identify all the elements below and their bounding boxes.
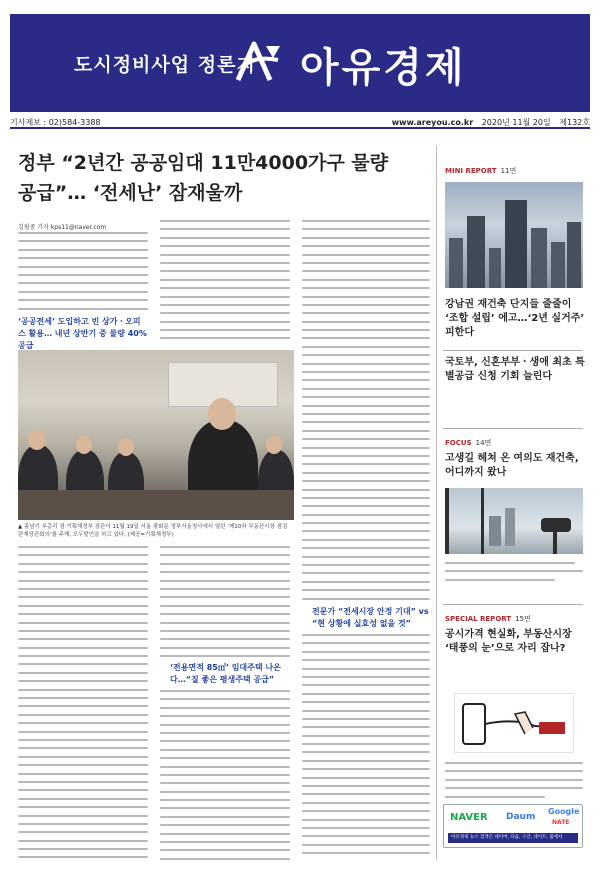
portal-search-box[interactable]	[443, 804, 583, 848]
focus-label: FOCUS 14면	[445, 439, 492, 447]
article-column-2-top	[160, 220, 290, 346]
article-column-2-bottom	[160, 690, 290, 860]
website-link[interactable]: www.areyou.co.kr	[391, 118, 474, 127]
daum-logo[interactable]: Daum	[506, 812, 536, 822]
google-logo[interactable]: Google	[548, 807, 580, 816]
special-report-label: SPECIAL REPORT 15면	[445, 615, 531, 623]
nate-logo[interactable]: NATE	[552, 819, 570, 826]
mini-report-headline-1[interactable]: 강남권 재건축 단지들 줄줄이 ‘조합 설립’ 에고…‘2년 실거주’ 피한다	[445, 299, 585, 338]
article-column-1-bottom	[18, 546, 148, 860]
subheading-3: 전문가 “전세시장 안정 기대” vs “현 상황에 실효성 없을 것”	[312, 607, 429, 628]
article-column-1-top	[18, 232, 148, 314]
issue-number: 제132호	[559, 118, 590, 127]
article-column-3-top	[302, 220, 430, 600]
gangnam-skyline-photo	[445, 182, 583, 288]
phone-hand-illustration	[454, 693, 574, 753]
focus-caption	[445, 562, 583, 587]
headline-line-2: 공급”… ‘전세난’ 잠재울까	[18, 182, 243, 204]
subheading-1: ‘공공전세’ 도입하고 빈 상가ㆍ오피스 활용… 내년 상반기 중 물량 40% 공급	[18, 317, 147, 350]
naver-logo[interactable]: NAVER	[450, 812, 488, 823]
column-divider	[436, 145, 437, 860]
subheading-2: ‘전용면적 85㎡’ 임대주택 나온다…“질 좋은 평생주택 공급”	[170, 663, 281, 684]
byline: 김필중 기자 kps11@naver.com	[18, 224, 107, 231]
tip-phone: 기사제보 : 02)584-3388	[10, 118, 101, 127]
briefing-photo	[18, 350, 294, 520]
masthead-title: 아유경제	[300, 45, 467, 91]
yeouido-photo	[445, 488, 583, 554]
headline-line-1: 정부 “2년간 공공임대 11만4000가구 물량	[18, 152, 389, 174]
sidebar-divider-1	[443, 350, 583, 351]
issue-date: 2020년 11월 20일	[481, 118, 551, 127]
portal-search-note: 아유경제 뉴스 검색은 네이버, 다음, 구글, 네이트, 줌에서	[448, 833, 578, 843]
article-column-3-bottom	[302, 634, 430, 860]
info-bar	[10, 113, 590, 129]
sidebar-divider-2	[443, 428, 583, 429]
special-report-caption	[445, 762, 583, 804]
article-column-2-mid	[160, 546, 290, 658]
sidebar-divider-3	[443, 604, 583, 605]
mini-report-label: MINI REPORT 11면	[445, 167, 517, 175]
masthead-tagline: 도시정비사업 정론지	[74, 54, 256, 76]
special-report-headline[interactable]: 공시가격 현실화, 부동산시장 ‘태풍의 눈’으로 자리 잡나?	[445, 629, 572, 654]
mini-report-headline-2[interactable]: 국토부, 신혼부부ㆍ생애 최초 특별공급 신청 기회 늘린다	[445, 357, 585, 382]
photo-caption: ▲ 홍남기 부총리 겸 기획재정부 장관이 11월 19일 서울 광화문 정부서울청사에서 열린 ‘제10차 부동산시장 점검 관계장관회의’를 주재, 모두발언을 하고 있다. (제공=기획재정부)	[18, 524, 288, 538]
main-headline	[18, 148, 428, 208]
focus-headline[interactable]: 고생길 헤쳐 온 여의도 재건축, 어디까지 왔나	[445, 453, 579, 478]
smartphone-icon	[455, 694, 575, 754]
masthead	[10, 14, 590, 112]
areyou-logo-icon	[232, 36, 284, 88]
masthead-rule	[10, 127, 590, 129]
